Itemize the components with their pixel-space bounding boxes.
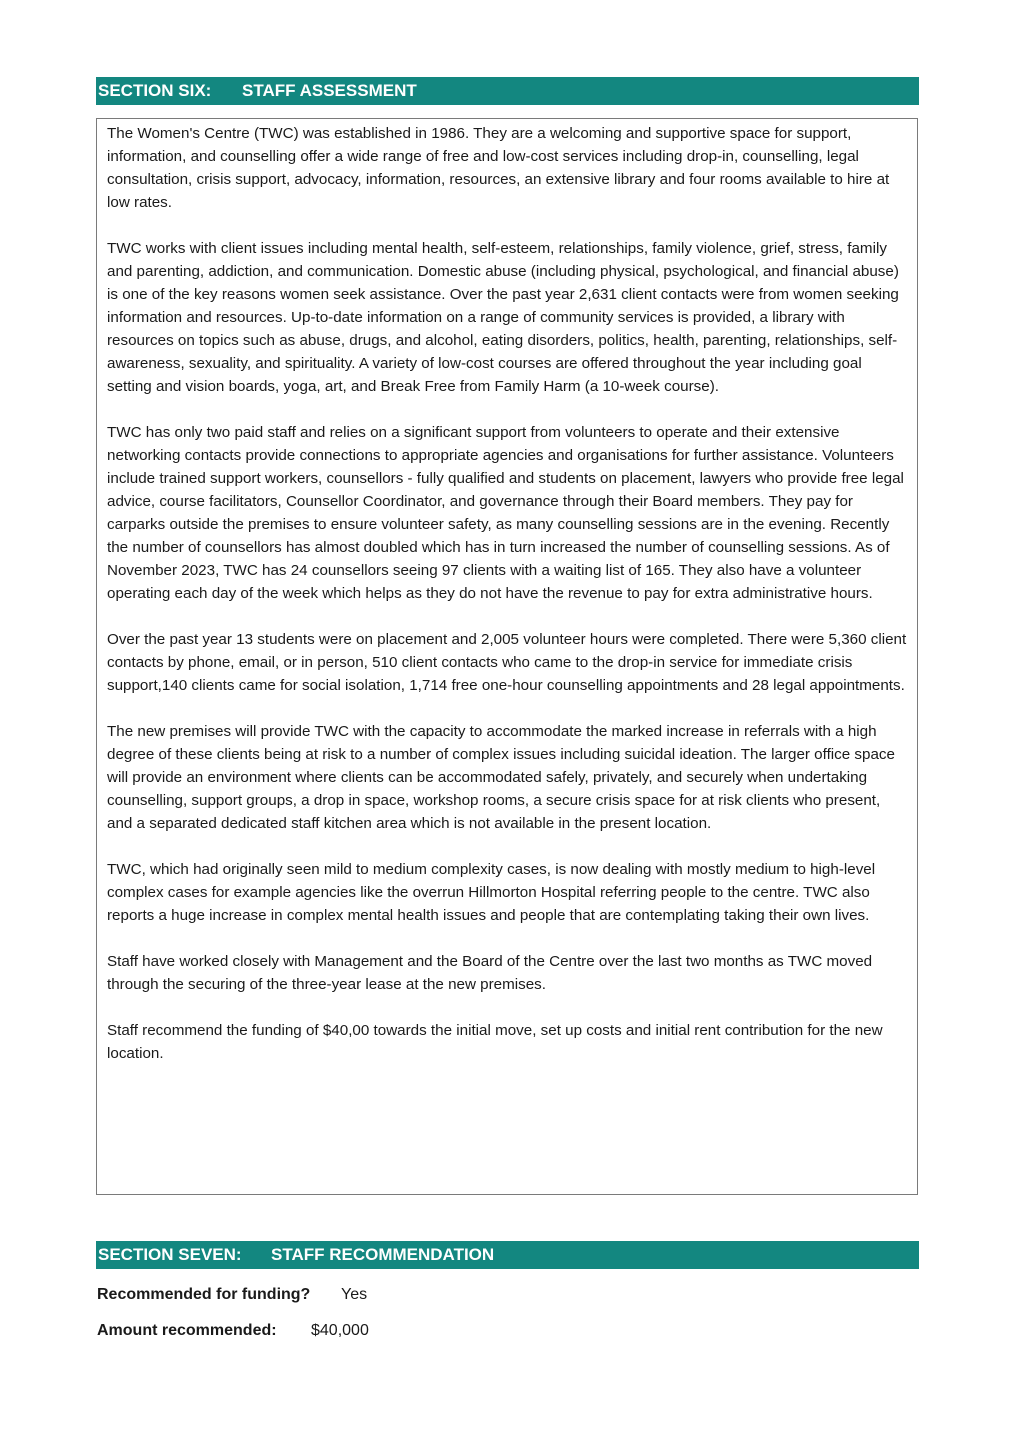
assessment-paragraph: TWC has only two paid staff and relies on a significant support from volunteers to operate and their extensive networking contacts provide connections to appropriate agencies and organisations for further assistance. Volunteers include trained support workers, counsellors - fully qualified and students on placement, lawyers who provide free legal advice, course facilitators, Counsellor Coordinator, and governance through their Board members. They pay for carparks outside the premises to ensure volunteer safety, as many counselling sessions are in the evening. Recently the number of counsellors has almost doubled which has in turn increased the number of counselling sessions. As of November 2023, TWC has 24 counsellors seeing 97 clients with a waiting list of 165. They also have a volunteer operating each day of the week which helps as they do not have the revenue to pay for extra administrative hours. — [107, 424, 904, 602]
assessment-paragraph: TWC, which had originally seen mild to medium complexity cases, is now dealing with mostly medium to high-level complex cases for example agencies like the overrun Hillmorton Hospital referring people to the centre. TWC also reports a huge increase in complex mental health issues and people that are contemplating taking their own lives. — [107, 861, 876, 924]
recommended-for-funding-value: Yes — [341, 1286, 368, 1303]
assessment-paragraph: Over the past year 13 students were on placement and 2,005 volunteer hours were completed. There were 5,360 client contacts by phone, email, or in person, 510 client contacts who came to the drop-in service for immediate crisis support,140 clients came for social isolation, 1,714 free one-hour counselling appointments and 28 legal appointments. — [107, 631, 907, 694]
staff-assessment-box — [96, 118, 918, 1195]
assessment-paragraph: Staff have worked closely with Management and the Board of the Centre over the last two months as TWC moved through the securing of the three-year lease at the new premises. — [107, 953, 873, 993]
amount-recommended-label: Amount recommended: — [97, 1322, 277, 1339]
section-six-title: STAFF ASSESSMENT — [242, 81, 417, 100]
section-six-label: SECTION SIX: — [98, 81, 212, 100]
amount-recommended-row — [97, 1319, 369, 1343]
recommended-for-funding-label: Recommended for funding? — [97, 1286, 311, 1303]
section-seven-title: STAFF RECOMMENDATION — [271, 1245, 495, 1264]
assessment-paragraph: The Women's Centre (TWC) was established in 1986. They are a welcoming and supportive space for support, information, and counselling offer a wide range of free and low-cost services including drop-in, counselling, legal consultation, crisis support, advocacy, information, resources, an extensive library and four rooms available to hire at low rates. — [107, 125, 890, 211]
section-six-header — [96, 77, 919, 105]
section-seven-label: SECTION SEVEN: — [98, 1245, 242, 1264]
recommended-for-funding-row — [97, 1283, 367, 1307]
assessment-paragraph: Staff recommend the funding of $40,00 towards the initial move, set up costs and initial rent contribution for the new location. — [107, 1022, 883, 1062]
assessment-paragraph: TWC works with client issues including mental health, self-esteem, relationships, family violence, grief, stress, family and parenting, addiction, and communication. Domestic abuse (including physical, psychological, and financial abuse) is one of the key reasons women seek assistance. Over the past year 2,631 client contacts were from women seeking information and resources. Up-to-date information on a range of community services is provided, a library with resources on topics such as abuse, drugs, and alcohol, eating disorders, politics, health, parenting, relationships, self-awareness, sexuality, and spirituality. A variety of low-cost courses are offered throughout the year including goal setting and vision boards, yoga, art, and Break Free from Family Harm (a 10-week course). — [107, 240, 899, 395]
amount-recommended-value: $40,000 — [311, 1322, 369, 1339]
assessment-paragraph: The new premises will provide TWC with the capacity to accommodate the marked increase in referrals with a high degree of these clients being at risk to a number of complex issues including suicidal ideation. The larger office space will provide an environment where clients can be accommodated safely, privately, and securely when undertaking counselling, support groups, a drop in space, workshop rooms, a secure crisis space for at risk clients who present, and a separated dedicated staff kitchen area which is not available in the present location. — [107, 723, 895, 832]
section-seven-header — [96, 1241, 919, 1269]
